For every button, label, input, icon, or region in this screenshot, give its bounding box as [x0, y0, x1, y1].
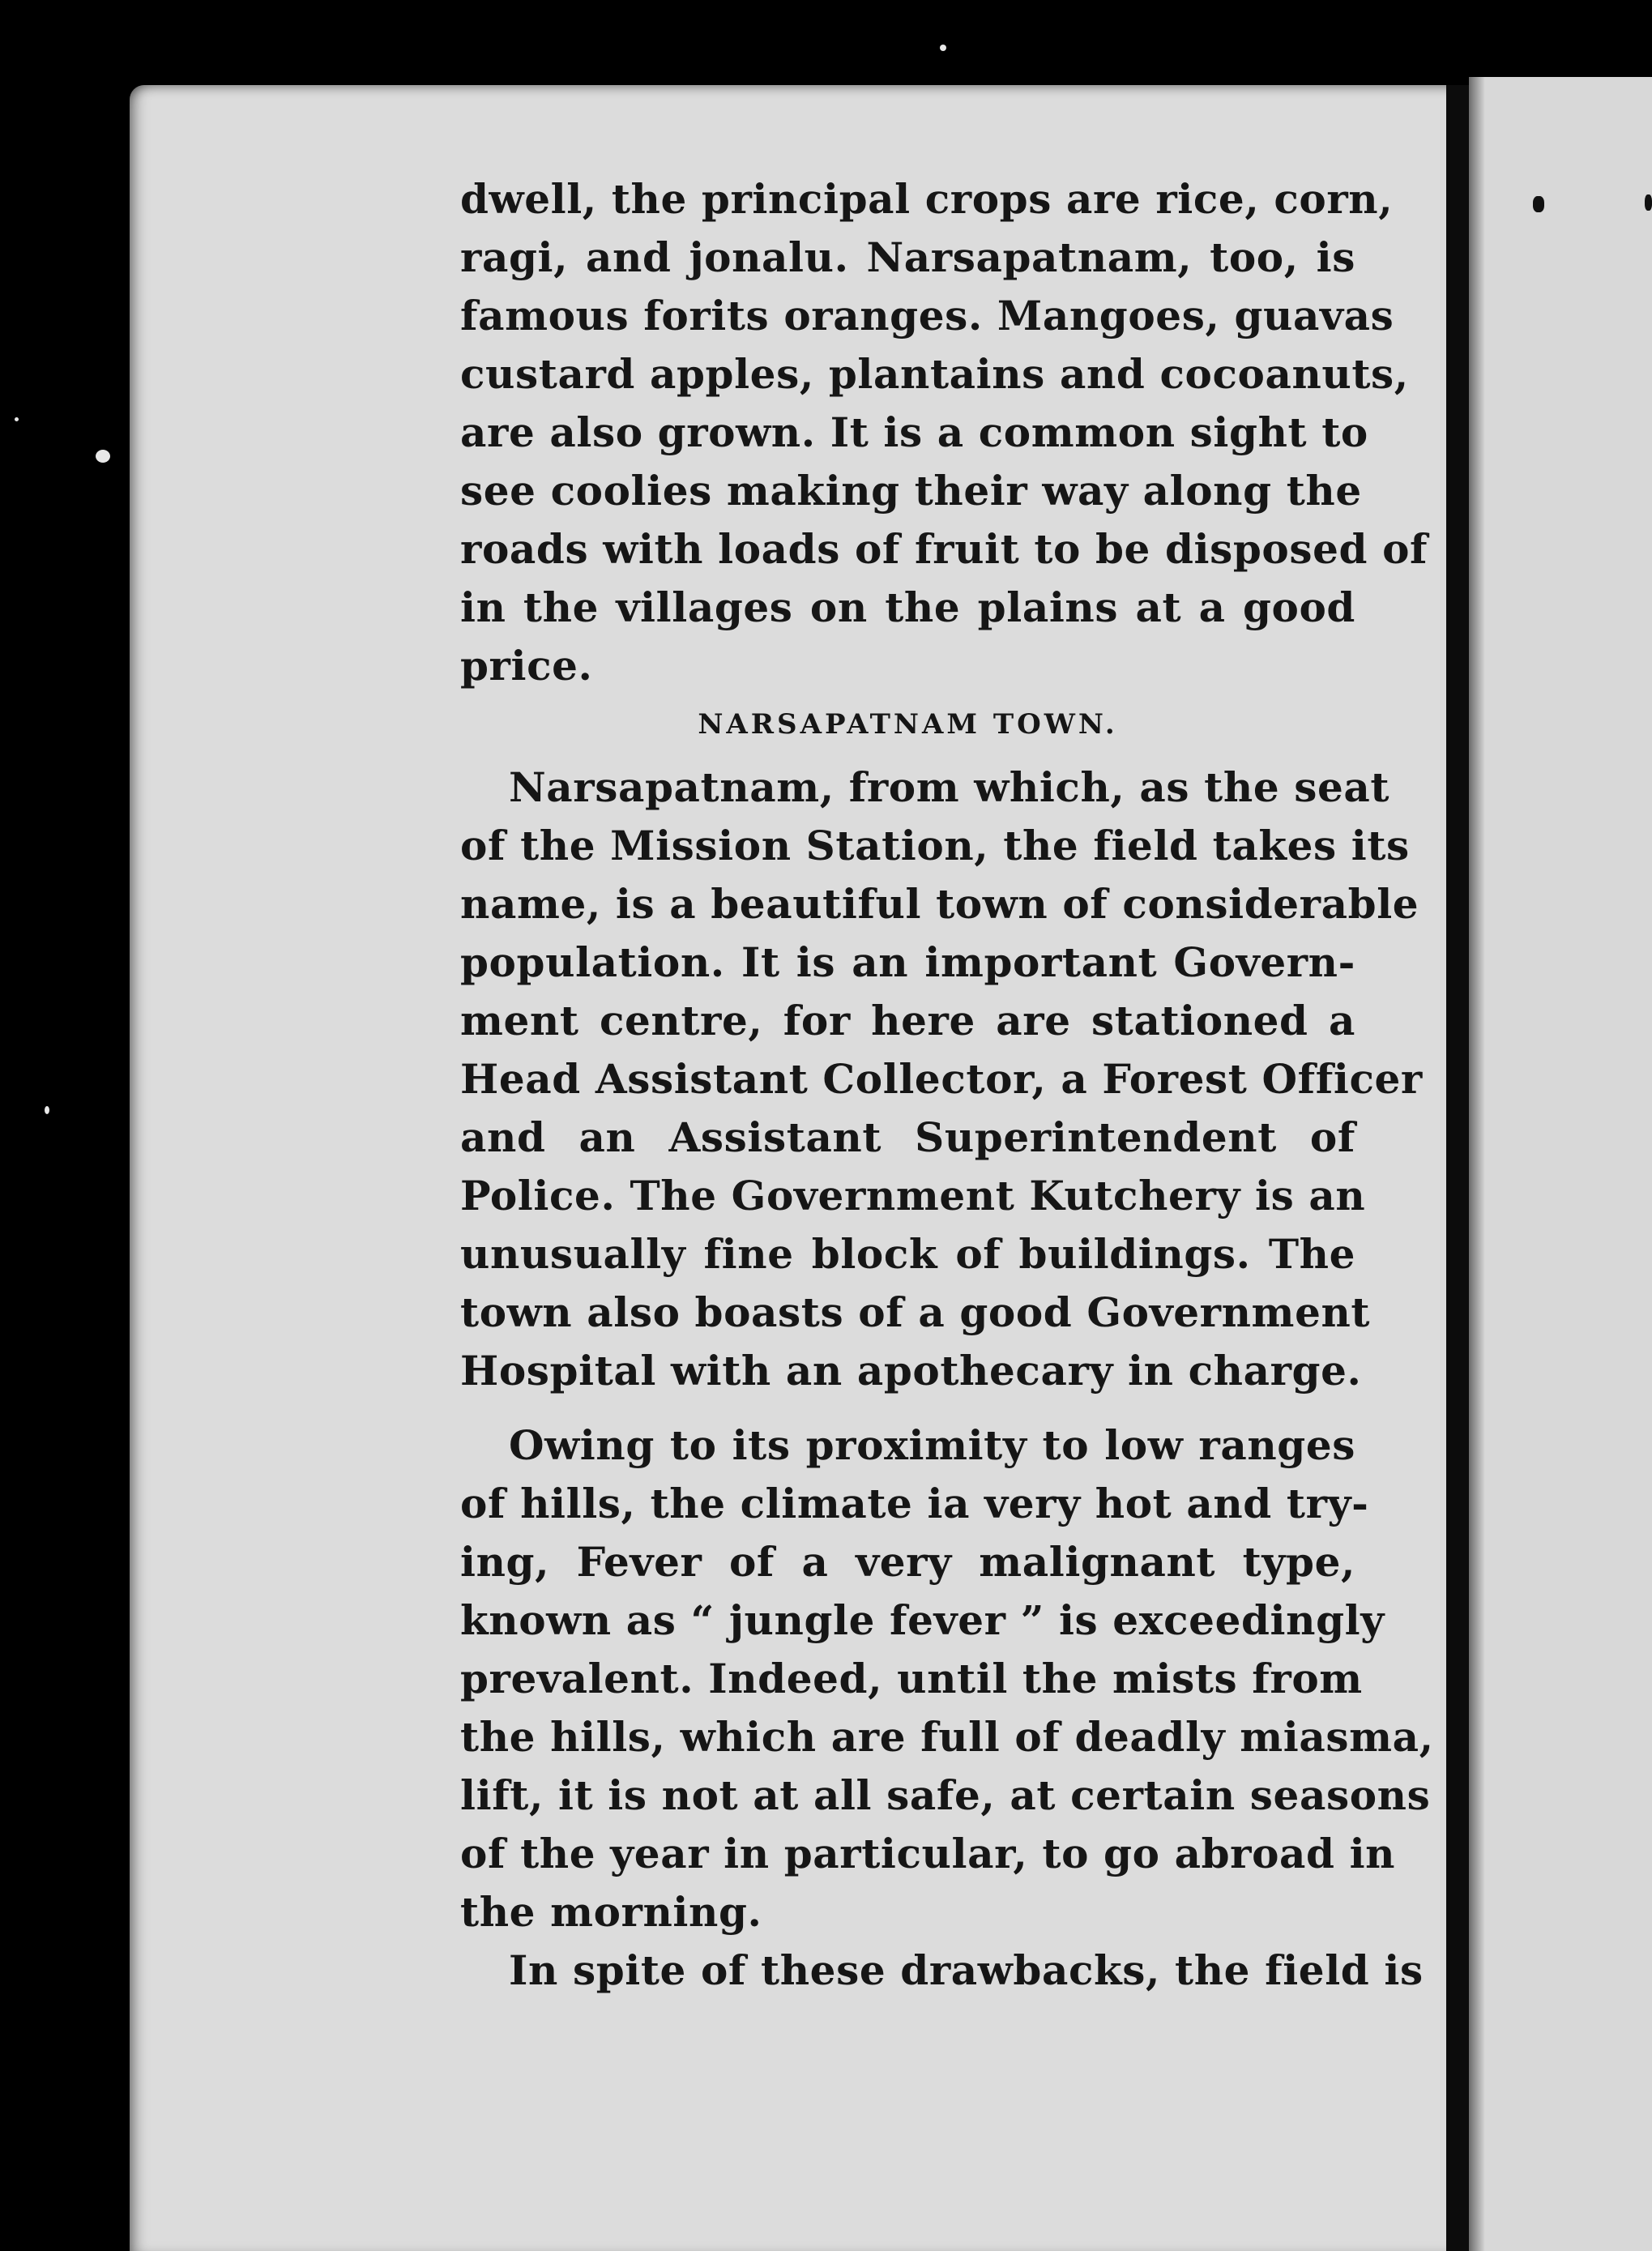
text-line: ment centre, for here are stationed a [460, 997, 1355, 1044]
facing-page-edge [1469, 77, 1652, 2251]
paragraph-gap [460, 1400, 1355, 1416]
section-heading: NARSAPATNAM TOWN. [698, 708, 1118, 741]
text-line: Narsapatnam, from which, as the seat [509, 763, 1390, 811]
text-line: in the villages on the plains at a good [460, 583, 1355, 631]
text-line: Police. The Government Kutchery is an [460, 1172, 1366, 1219]
film-speck [15, 417, 19, 421]
facing-page-mark [1533, 196, 1544, 212]
text-line: famous forits oranges. Mangoes, guavas [460, 292, 1394, 340]
text-line: name, is a beautiful town of considerable [460, 880, 1419, 928]
film-speck [96, 450, 110, 463]
text-line: see coolies making their way along the [460, 467, 1362, 515]
text-line: of the year in particular, to go abroad in [460, 1830, 1396, 1877]
text-line: ragi, and jonalu. Narsapatnam, too, is [460, 233, 1355, 281]
film-speck [940, 45, 946, 51]
text-line: known as “ jungle fever ” is exceedingly [460, 1596, 1385, 1644]
text-line: Hospital with an apothecary in charge. [460, 1347, 1362, 1395]
text-line: and an Assistant Superintendent of [460, 1113, 1355, 1161]
film-speck [45, 1106, 49, 1114]
text-line: unusually fine block of buildings. The [460, 1230, 1355, 1278]
text-line: of hills, the climate ia very hot and try- [460, 1480, 1369, 1527]
text-line: prevalent. Indeed, until the mists from [460, 1655, 1363, 1702]
text-line: roads with loads of fruit to be disposed of [460, 525, 1428, 573]
text-line: custard apples, plantains and cocoanuts, [460, 350, 1409, 398]
text-line: lift, it is not at all safe, at certain seasons [460, 1771, 1431, 1819]
text-line: population. It is an important Govern- [460, 938, 1355, 986]
text-line: Owing to its proximity to low ranges [509, 1421, 1355, 1469]
facing-page-mark [1645, 194, 1652, 211]
text-line: are also grown. It is a common sight to [460, 408, 1368, 456]
facing-page-shadow [1469, 77, 1485, 2251]
text-line: dwell, the principal crops are rice, corn, [460, 175, 1394, 223]
text-line: the morning. [460, 1888, 762, 1936]
text-line: price. [460, 642, 593, 690]
text-line: town also boasts of a good Government [460, 1288, 1371, 1336]
text-line: of the Mission Station, the field takes its [460, 822, 1410, 869]
text-line: Head Assistant Collector, a Forest Officer [460, 1055, 1423, 1103]
text-line: the hills, which are full of deadly miasma, [460, 1713, 1434, 1761]
text-line: In spite of these drawbacks, the field is [509, 1946, 1424, 1994]
text-line: ing, Fever of a very malignant type, [460, 1538, 1355, 1586]
page-gutter [1446, 85, 1469, 2251]
page-text [460, 170, 1434, 2000]
